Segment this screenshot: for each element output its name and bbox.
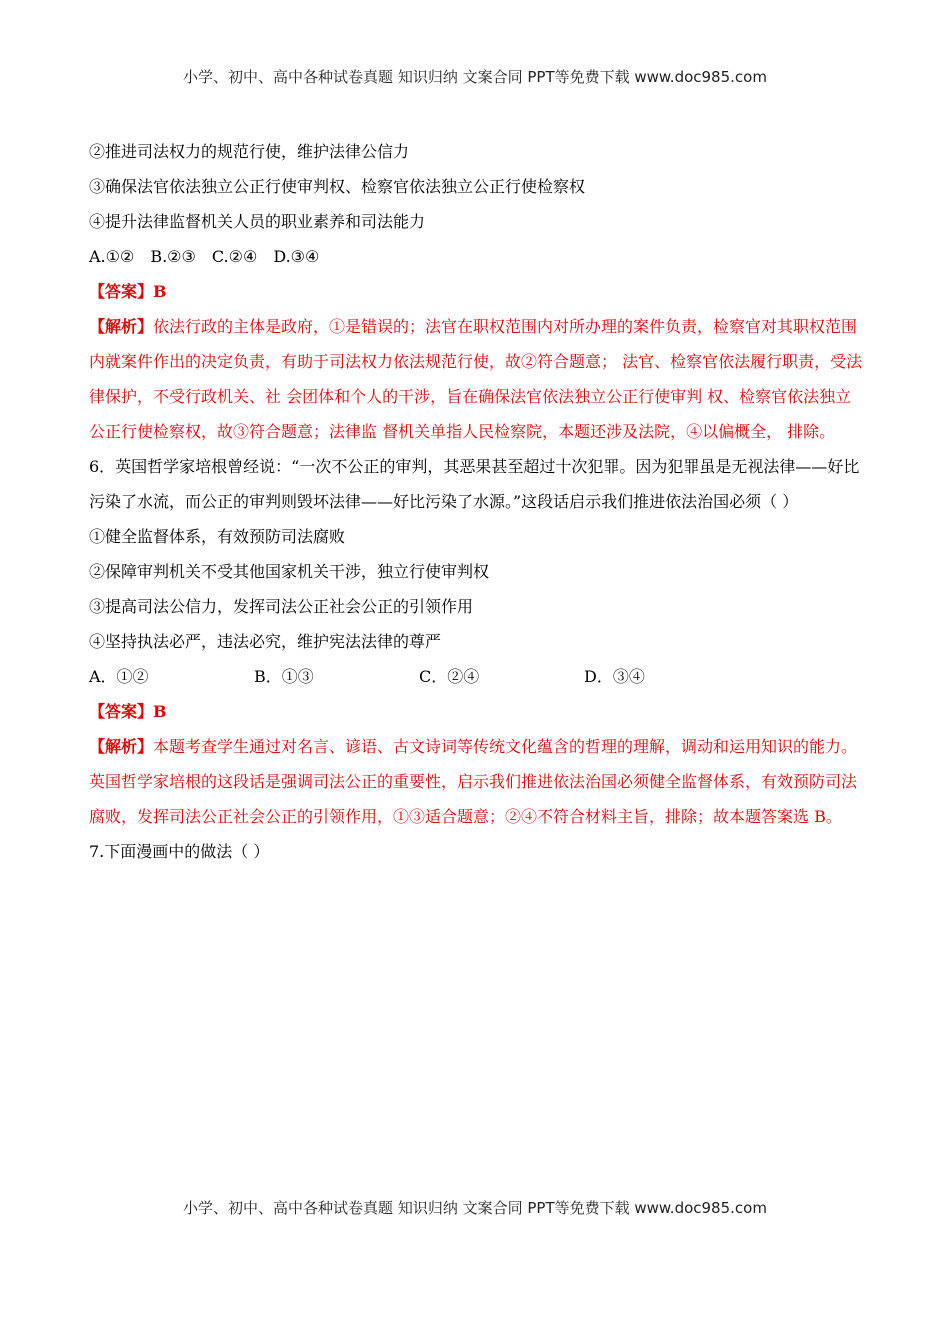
q5-item-3: ③确保法官依法独立公正行使审判权、检察官依法独立公正行使检察权: [89, 177, 586, 196]
q6-option-b: B．①③: [254, 667, 314, 686]
q6-item-2: ②保障审判机关不受其他国家机关干涉，独立行使审判权: [89, 562, 490, 581]
q5-option-b: B.②③: [150, 247, 196, 266]
q5-option-d: D.③④: [273, 247, 320, 266]
q6-options: [89, 659, 863, 694]
q6-answer: [89, 694, 863, 729]
q5-options: [89, 239, 863, 274]
q5-analysis: [89, 309, 863, 449]
q6-option-c: C．②④: [419, 667, 480, 686]
q6-answer-value: B: [153, 702, 167, 721]
q6-analysis-label: 【解析】: [89, 737, 154, 756]
q5-answer: [89, 274, 863, 309]
q5-analysis-label: 【解析】: [89, 317, 154, 336]
q6-item-3: ③提高司法公信力，发挥司法公正社会公正的引领作用: [89, 597, 474, 616]
q5-analysis-text: 依法行政的主体是政府，①是错误的；法官在职权范围内对所办理的案件负责，检察官对其职权范围内就案件作出的决定负责，有助于司法权力依法规范行使，故②符合题意； 法官、检察官依法履行职责，受法律保护，不受行政机关、社 会团体和个人的干涉，旨在确保法官依法独立公正行使审判 权、检察官依法独立公正行使检察权，故③符合题意；法律监 督机关单指人民检察院，本题还涉及法院，④以偏概全， 排除。: [89, 317, 863, 441]
q5-option-a: A.①②: [89, 247, 135, 266]
q5-answer-value: B: [153, 282, 167, 301]
q5-item-2: ②推进司法权力的规范行使，维护法律公信力: [89, 142, 410, 161]
q6-analysis: [89, 729, 863, 834]
page-footer: 小学、初中、高中各种试卷真题 知识归纳 文案合同 PPT等免费下载 www.doc985.com: [183, 1199, 767, 1217]
q7-stem: 7.下面漫画中的做法（ ）: [89, 842, 270, 861]
document-body: [89, 134, 863, 869]
q6-answer-label: 【答案】: [89, 702, 154, 721]
q6-option-d: D．③④: [584, 667, 645, 686]
q6-item-1: ①健全监督体系，有效预防司法腐败: [89, 527, 346, 546]
page-header: 小学、初中、高中各种试卷真题 知识归纳 文案合同 PPT等免费下载 www.doc985.com: [183, 68, 767, 86]
q6-item-4: ④坚持执法必严，违法必究，维护宪法法律的尊严: [89, 632, 442, 651]
q6-option-a: A．①②: [89, 667, 149, 686]
q5-option-c: C.②④: [211, 247, 258, 266]
q6-analysis-text: 本题考查学生通过对名言、谚语、古文诗词等传统文化蕴含的哲理的理解，调动和运用知识的能力。英国哲学家培根的这段话是强调司法公正的重要性，启示我们推进依法治国必须健全监督体系，有效预防司法腐败，发挥司法公正社会公正的引领作用，①③适合题意；②④不符合材料主旨，排除；故本题答案选 B。: [89, 737, 858, 826]
q5-item-4: ④提升法律监督机关人员的职业素养和司法能力: [89, 212, 426, 231]
q5-answer-label: 【答案】: [89, 282, 154, 301]
q6-stem: 6．英国哲学家培根曾经说：“一次不公正的审判，其恶果甚至超过十次犯罪。因为犯罪虽是无视法律——好比污染了水流，而公正的审判则毁坏法律——好比污染了水源。”这段话启示我们推进依法治国必须（ ）: [89, 457, 860, 511]
